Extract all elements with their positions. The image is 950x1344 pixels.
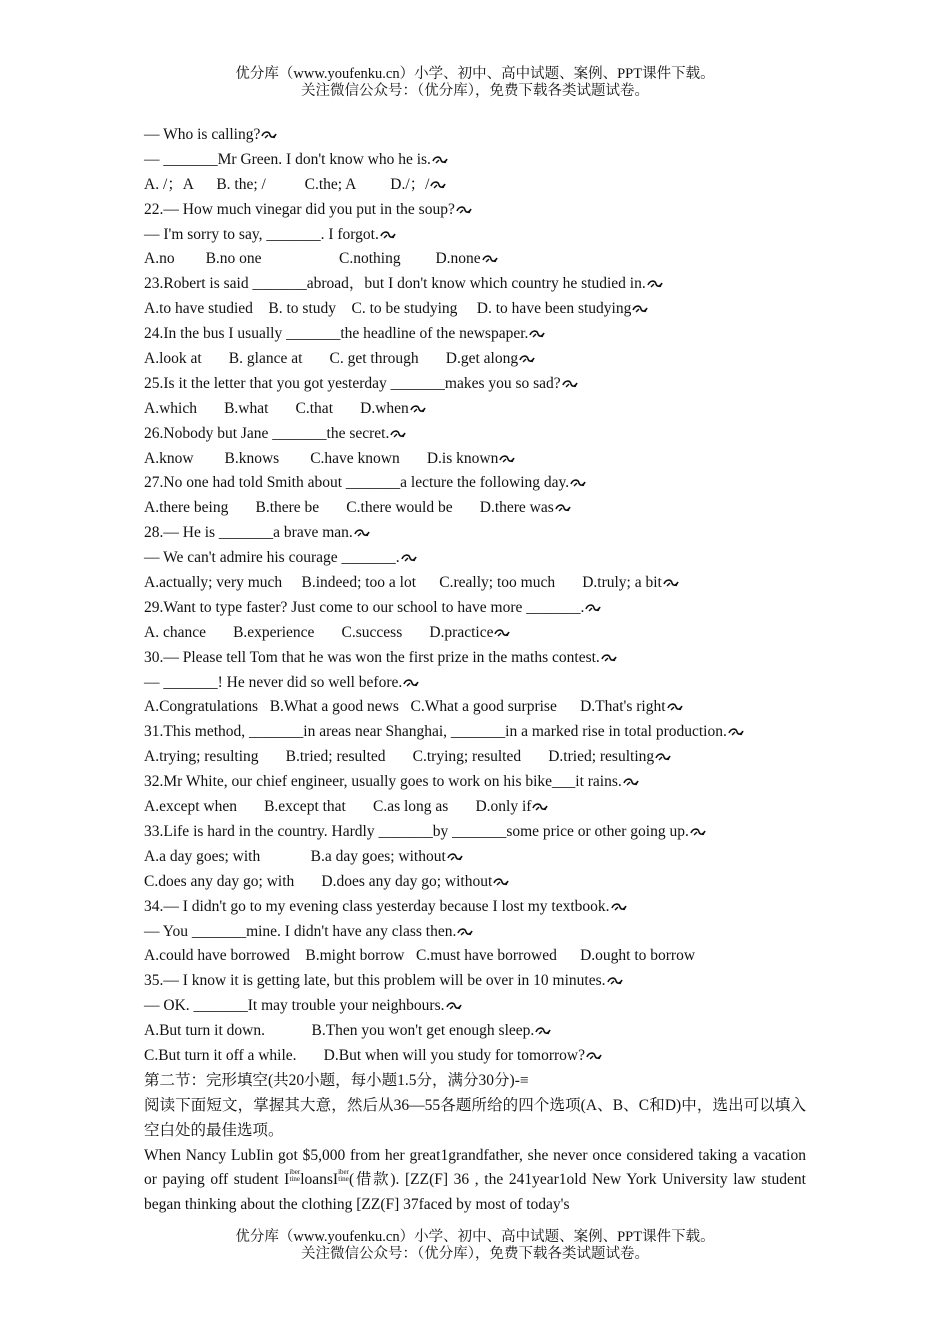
text-line (144, 1019, 806, 1044)
line-text: 30.— Please tell Tom that he was won the first prize in the maths contest. (144, 648, 600, 666)
text-line (144, 546, 806, 571)
line-text: A. /；A B. the; / C.the; A D./；/ (144, 175, 430, 193)
text-line (144, 447, 806, 472)
text-line (144, 621, 806, 646)
page-header (0, 66, 950, 100)
text-line (144, 123, 806, 148)
stack-mark-prefix: I (284, 1171, 290, 1189)
stack-mark-2: iber tine (338, 1168, 349, 1184)
text-line (144, 745, 806, 770)
line-text: A.no B.no one C.nothing D.none (144, 250, 481, 268)
paragraph-mark-icon (354, 522, 370, 532)
line-text: 23.Robert is said _______abroad，but I don't know which country he studied in. (144, 275, 646, 293)
paragraph-mark-icon (430, 174, 446, 184)
text-line (144, 471, 806, 496)
line-text: 24.In the bus I usually _______the headline of the newspaper. (144, 325, 529, 343)
line-text: A.look at B. glance at C. get through D.get along (144, 350, 519, 368)
footer-line-1: 优分库（www.youfenku.cn）小学、初中、高中试题、案例、PPT课件下载。 (235, 1229, 715, 1245)
paragraph-mark-icon (690, 821, 706, 831)
line-text: A.which B.what C.that D.when (144, 399, 409, 417)
paragraph-mark-icon (535, 1020, 551, 1030)
line-text: 28.— He is _______a brave man. (144, 524, 353, 542)
stack-mark: iber tine (289, 1168, 301, 1184)
line-text: 31.This method, _______in areas near Shanghai, _______in a marked rise in total production. (144, 723, 727, 741)
text-line (144, 770, 806, 795)
paragraph-mark-icon (667, 696, 683, 706)
paragraph-mark-icon (586, 1045, 602, 1055)
line-text: 29.Want to type faster? Just come to our school to have more _______. (144, 598, 585, 616)
text-line (144, 646, 806, 671)
paragraph-mark-icon (663, 572, 679, 582)
line-text: 22.— How much vinegar did you put in the soup? (144, 200, 455, 218)
paragraph-mark-icon (585, 597, 601, 607)
paragraph-mark-icon (728, 721, 744, 731)
passage-text-2: (借款). [ZZ(F] 36 , the 241year1old New York University law student began thinking about the clothing [ZZ(F] 37faced by most of today's (144, 1171, 806, 1214)
footer-line-2: 关注微信公众号：（优分库），免费下载各类试题试卷。 (301, 1246, 649, 1262)
text-line (144, 596, 806, 621)
header-line-1: 优分库（www.youfenku.cn）小学、初中、高中试题、案例、PPT课件下载。 (235, 66, 715, 82)
text-line (144, 944, 806, 969)
line-text: — _______Mr Green. I don't know who he is. (144, 150, 431, 168)
paragraph-mark-icon (261, 124, 277, 134)
paragraph-mark-icon (482, 248, 498, 258)
paragraph-mark-icon (532, 796, 548, 806)
paragraph-mark-icon (519, 348, 535, 358)
text-line (144, 272, 806, 297)
paragraph-mark-icon (647, 273, 663, 283)
text-line (144, 521, 806, 546)
line-text: A.trying; resulting B.tried; resulted C.trying; resulted D.tried; resulting (144, 748, 655, 766)
text-line (144, 571, 806, 596)
paragraph-mark-icon (611, 896, 627, 906)
line-text: — We can't admire his courage _______. (144, 549, 400, 567)
paragraph-mark-icon (447, 846, 463, 856)
line-text: — _______! He never did so well before. (144, 673, 403, 691)
document-body (144, 123, 806, 1218)
text-line (144, 671, 806, 696)
paragraph-mark-icon (410, 398, 426, 408)
text-line (144, 870, 806, 895)
line-text: 26.Nobody but Jane _______the secret. (144, 424, 390, 442)
line-text: A.But turn it down. B.Then you won't get enough sleep. (144, 1022, 535, 1040)
paragraph-mark-icon (529, 323, 545, 333)
paragraph-mark-icon (403, 672, 419, 682)
paragraph-mark-icon (655, 746, 671, 756)
text-line (144, 820, 806, 845)
question-lines (144, 123, 806, 1094)
text-line (144, 969, 806, 994)
text-line (144, 895, 806, 920)
paragraph-mark-icon (401, 547, 417, 557)
text-line (144, 198, 806, 223)
paragraph-mark-icon (457, 921, 473, 931)
paragraph-mark-icon (456, 199, 472, 209)
text-line (144, 247, 806, 272)
text-line (144, 795, 806, 820)
paragraph-mark-icon (390, 423, 406, 433)
line-text: A.there being B.there be C.there would be D.there was (144, 499, 554, 517)
line-text: A.a day goes; with B.a day goes; without (144, 847, 446, 865)
line-text: A.could have borrowed B.might borrow C.must have borrowed D.ought to borrow (144, 947, 696, 965)
paragraph-mark-icon (607, 970, 623, 980)
text-line (144, 397, 806, 422)
line-text: A.Congratulations B.What a good news C.What a good surprise D.That's right (144, 698, 666, 716)
text-line (144, 695, 806, 720)
paragraph-mark-icon (623, 771, 639, 781)
text-line (144, 845, 806, 870)
paragraph-mark-icon (493, 871, 509, 881)
paragraph-mark-icon (632, 298, 648, 308)
text-line (144, 322, 806, 347)
paragraph-mark-icon (562, 373, 578, 383)
text-line (144, 920, 806, 945)
passage-text-1: When Nancy LubIin got $5,000 from her great1grandfather, she never once considered taking a vacation or paying off student (144, 1146, 806, 1189)
line-text: — You _______mine. I didn't have any class then. (144, 922, 457, 940)
line-text: 35.— I know it is getting late, but this problem will be over in 10 minutes. (144, 972, 606, 990)
line-text: A.to have studied B. to study C. to be studying D. to have been studying (144, 300, 632, 318)
text-line (144, 994, 806, 1019)
paragraph-mark-icon (446, 995, 462, 1005)
line-text: 第二节：完形填空(共20小题，每小题1.5分，满分30分)-≡ (144, 1071, 529, 1089)
text-line (144, 347, 806, 372)
passage-word-loans: loans (300, 1171, 333, 1189)
line-text: 32.Mr White, our chief engineer, usually goes to work on his bike___it rains. (144, 773, 622, 791)
text-line (144, 223, 806, 248)
text-line (144, 148, 806, 173)
text-line (144, 720, 806, 745)
line-text: C.But turn it off a while. D.But when will you study for tomorrow? (144, 1046, 585, 1064)
line-text: 27.No one had told Smith about _______a lecture the following day. (144, 474, 570, 492)
paragraph-mark-icon (380, 224, 396, 234)
text-line (144, 1069, 806, 1094)
line-text: 34.— I didn't go to my evening class yesterday because I lost my textbook. (144, 897, 610, 915)
paragraph-mark-icon (499, 448, 515, 458)
line-text: A.except when B.except that C.as long as D.only if (144, 798, 532, 816)
line-text: A.know B.knows C.have known D.is known (144, 449, 499, 467)
line-text: — Who is calling? (144, 126, 261, 143)
paragraph-mark-icon (601, 647, 617, 657)
page-footer (0, 1229, 950, 1263)
cloze-instructions: 阅读下面短文，掌握其大意，然后从36—55各题所给的四个选项(A、B、C和D)中，选出可以填入空白处的最佳选项。 (144, 1096, 806, 1139)
line-text: A. chance B.experience C.success D.practice (144, 623, 494, 641)
stack-mark-prefix-2: I (332, 1171, 339, 1189)
header-line-2: 关注微信公众号：（优分库），免费下载各类试题试卷。 (301, 83, 649, 99)
text-line (144, 422, 806, 447)
text-line (144, 496, 806, 521)
text-line (144, 297, 806, 322)
text-line (144, 1044, 806, 1069)
line-text: 25.Is it the letter that you got yesterday _______makes you so sad? (144, 374, 561, 392)
paragraph-mark-icon (555, 497, 571, 507)
line-text: A.actually; very much B.indeed; too a lot C.really; too much D.truly; a bit (144, 574, 662, 592)
line-text: — I'm sorry to say, _______. I forgot. (144, 225, 379, 243)
line-text: C.does any day go; with D.does any day go; without (144, 872, 493, 890)
text-line (144, 372, 806, 397)
paragraph-mark-icon (432, 149, 448, 159)
cloze-passage (144, 1144, 806, 1219)
text-line (144, 173, 806, 198)
paragraph-mark-icon (494, 622, 510, 632)
line-text: — OK. _______It may trouble your neighbours. (144, 997, 445, 1015)
paragraph-mark-icon (570, 472, 586, 482)
line-text: 33.Life is hard in the country. Hardly _______by _______some price or other going up. (144, 822, 689, 840)
